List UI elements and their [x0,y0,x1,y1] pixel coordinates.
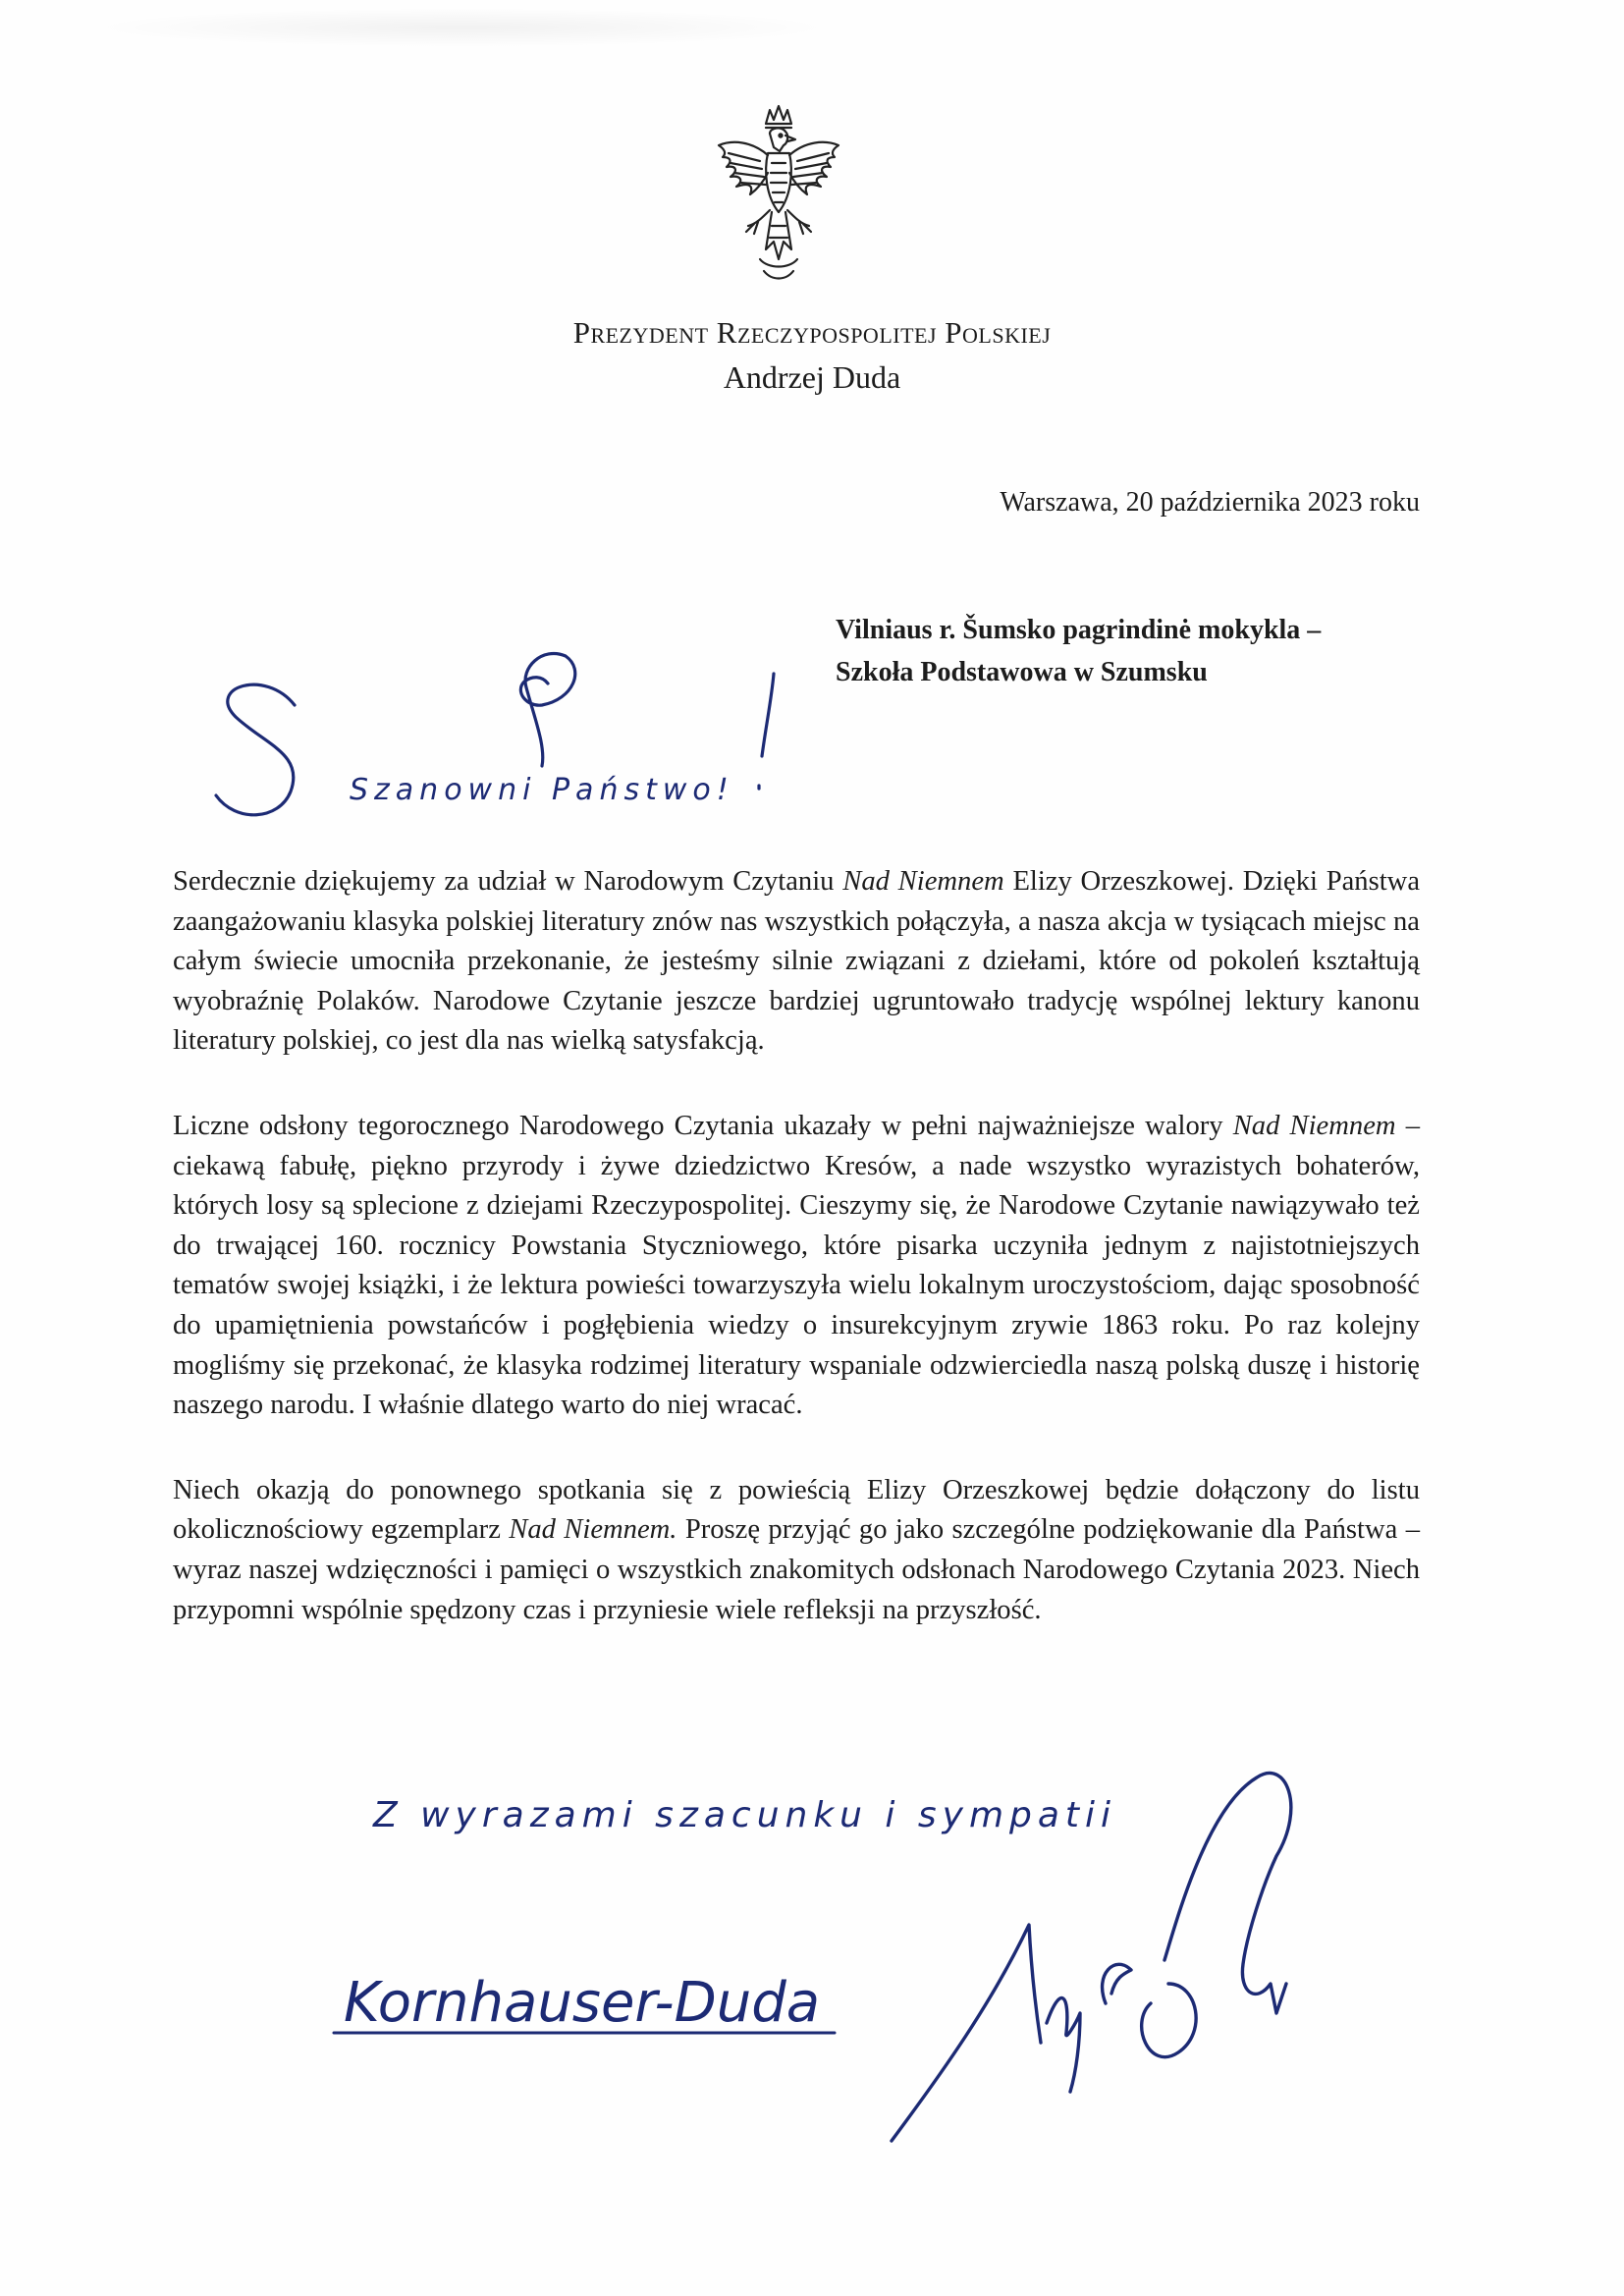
closing-text: Z wyrazami szacunku i sympatii [373,1795,1117,1835]
signature-kornhauser-duda [324,1915,854,2082]
letter-body [173,862,1420,1675]
signature-andrzej-duda-icon [884,1748,1345,2160]
signature-left-text: Kornhauser-Duda [344,1971,821,2035]
scan-shadow [88,8,835,47]
recipient-line-1: Vilniaus r. Šumsko pagrindinė mokykla – [836,615,1322,645]
polish-eagle-emblem-icon [709,102,848,291]
salutation [196,648,805,835]
book-title: Nad Niemnem [1232,1110,1396,1141]
recipient-address [836,609,1321,693]
paragraph-1: Serdecznie dziękujemy za udział w Narodowym Czytaniu Nad Niemnem Elizy Orzeszkowej. Dzięki Państwa zaangażowaniu klasyka polskiej literatury znów nas wszystkich połączyła, a nasza akcja w tysiącach miejsc na całym świecie umocniła przekonanie, że jesteśmy silnie związani z dziełami, które od pokoleń kształtują wyobraźnię Polaków. Narodowe Czytanie jeszcze bardziej ugruntowało tradycję wspólnej lektury kanonu literatury polskiej, co jest dla nas wielką satysfakcją. [173,866,1421,1057]
book-title: Nad Niemnem. [509,1514,677,1546]
paragraph-3: Niech okazją do ponownego spotkania się z powieścią Elizy Orzeszkowej będzie dołączony do listu okolicznościowy egzemplarz Nad Niemnem. Proszę przyjąć go jako szczególne podziękowanie dla Państwa – wyraz naszej wdzięczności i pamięci o wszystkich znakomitych odsłonach Narodowego Czytania 2023. Niech przypomni wspólnie spędzony czas i przyniesie wiele refleksji na przyszłość. [173,1474,1420,1625]
book-title: Nad Niemnem [842,866,1004,897]
office-title: Prezydent Rzeczypospolitej Polskiej [572,315,1052,350]
salutation-text: Szanowni Państwo! [350,773,734,807]
letter-date: Warszawa, 20 października 2023 roku [1000,487,1420,518]
recipient-line-2: Szkoła Podstawowa w Szumsku [836,657,1208,687]
president-name: Andrzej Duda [723,359,901,395]
paragraph-2: Liczne odsłony tegorocznego Narodowego Czytania ukazały w pełni najważniejsze walory Nad Niemnem – ciekawą fabułę, piękno przyrody i żywe dziedzictwo Kresów, a nade wszystko wyrazistych bohaterów, których losy są splecione z dziejami Rzeczypospolitej. Cieszymy się, że Narodowe Czytanie nawiązywało też do trwającej 160. rocznicy Powstania Styczniowego, które pisarka uczyniła jednym z najistotniejszych tematów swojej książki, i że lektura powieści towarzyszyła wielu lokalnym uroczystościom, dając sposobność do upamiętnienia powstańców i pogłębienia wiedzy o insurekcyjnym zrywie 1863 roku. Po raz kolejny mogliśmy się przekonać, że klasyka rodzimej literatury wspaniale odzwierciedla naszą polską duszę i historię naszego narodu. I właśnie dlatego warto do niej wracać. [173,1110,1420,1421]
letterhead [0,312,1624,401]
